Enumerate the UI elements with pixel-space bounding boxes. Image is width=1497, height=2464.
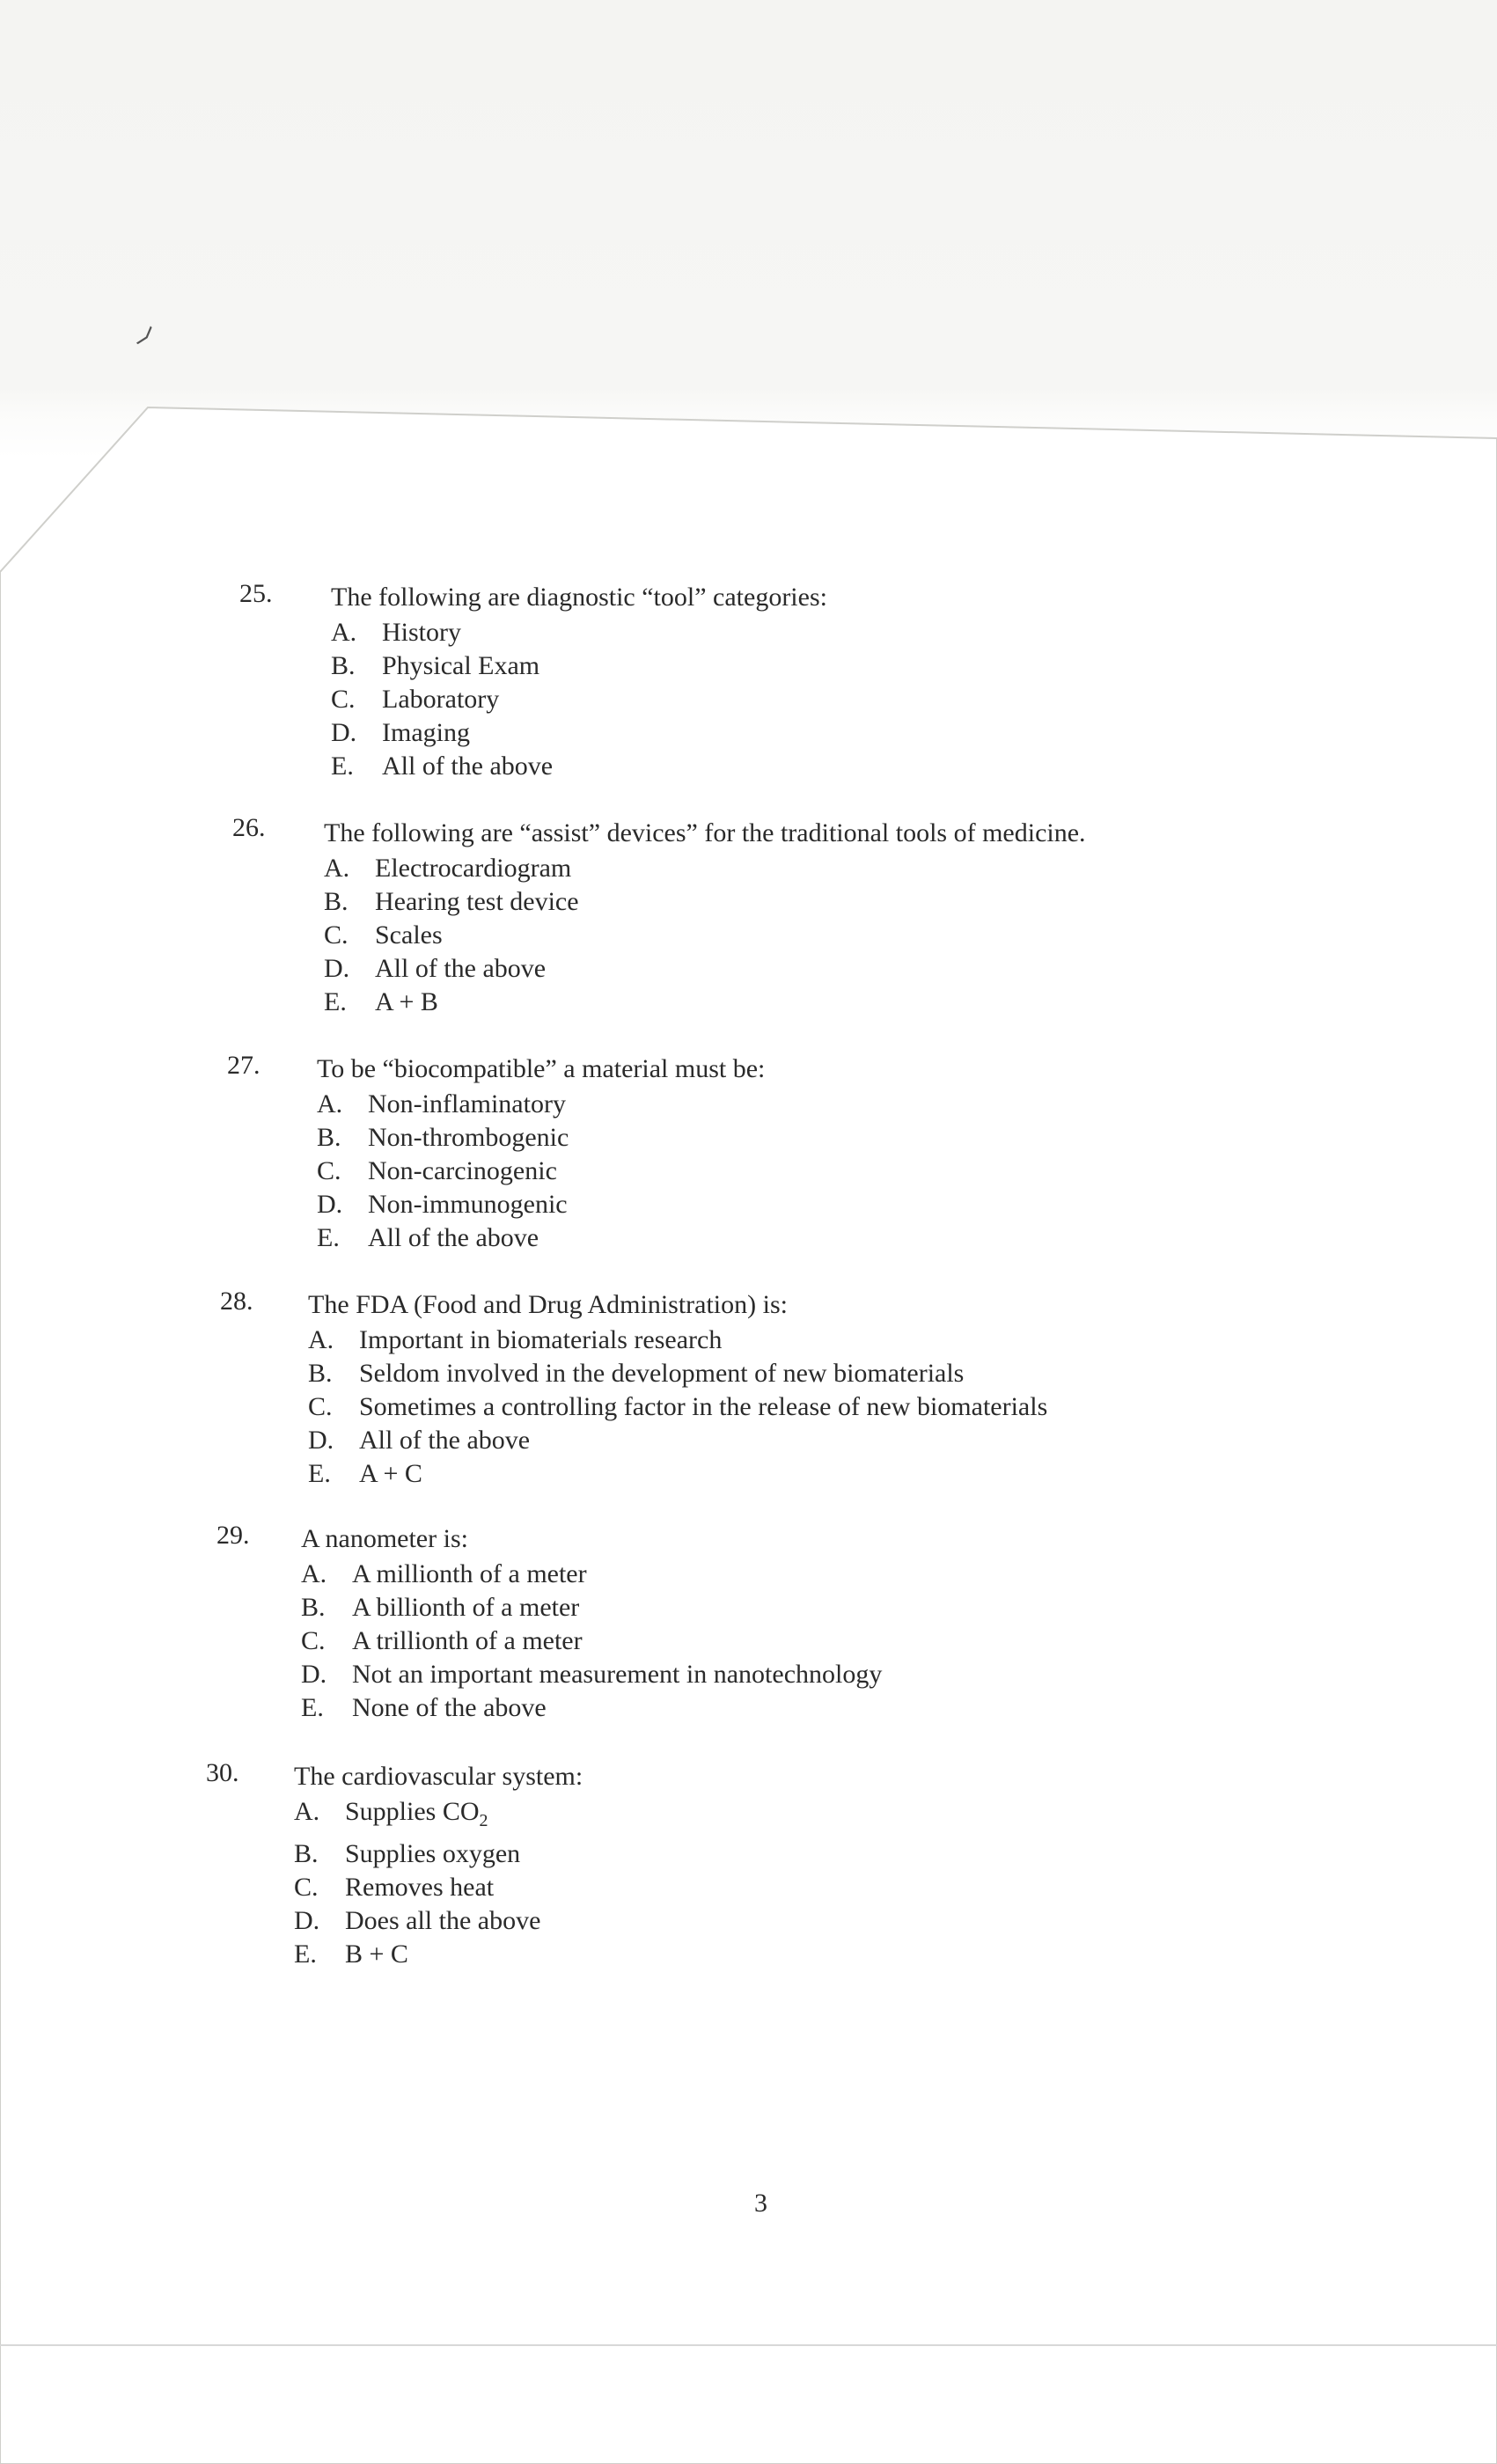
option-subscript: 2: [479, 1811, 488, 1830]
option-a: [308, 1324, 1047, 1357]
scan-bottom-edge: [0, 2344, 1497, 2346]
option-letter: C.: [324, 920, 349, 950]
option-letter: A.: [324, 854, 350, 883]
option-text: Scales: [375, 920, 443, 950]
option-a: [324, 852, 579, 885]
question-text: The following are diagnostic “tool” categories:: [331, 583, 827, 612]
question-text: To be “biocompatible” a material must be:: [317, 1054, 766, 1083]
option-text: B + C: [345, 1940, 408, 1969]
option-letter: D.: [301, 1660, 327, 1689]
option-c: [294, 1871, 540, 1904]
option-e: [331, 750, 553, 783]
option-d: [301, 1658, 882, 1691]
option-letter: A.: [331, 618, 357, 647]
option-text: Important in biomaterials research: [359, 1325, 723, 1354]
question-number: 27.: [227, 1051, 261, 1080]
option-letter: B.: [331, 651, 356, 680]
option-text: Supplies oxygen: [345, 1839, 521, 1868]
option-letter: C.: [301, 1626, 326, 1655]
option-letter: A.: [317, 1089, 343, 1118]
option-a: [301, 1558, 882, 1591]
option-letter: D.: [331, 718, 357, 747]
option-e: [317, 1221, 569, 1255]
option-text: Sometimes a controlling factor in the release of new biomaterials: [359, 1392, 1048, 1421]
option-e: [308, 1457, 1047, 1491]
option-letter: D.: [324, 954, 350, 983]
option-d: [317, 1188, 569, 1221]
option-letter: D.: [294, 1906, 320, 1935]
option-b: [331, 649, 553, 683]
question-29: [216, 1519, 1273, 1730]
question-number: 26.: [232, 813, 266, 842]
option-text: A + B: [375, 987, 438, 1016]
option-letter: E.: [324, 987, 347, 1016]
option-text: A billionth of a meter: [352, 1593, 580, 1622]
option-text: Supplies CO: [345, 1797, 480, 1826]
option-a: [317, 1088, 569, 1121]
answer-options: [294, 1795, 540, 1971]
question-25: [239, 577, 1295, 788]
option-text: Physical Exam: [382, 651, 540, 680]
option-text: Non-carcinogenic: [368, 1156, 557, 1185]
option-e: [324, 986, 579, 1019]
option-d: [294, 1904, 540, 1938]
option-letter: E.: [317, 1223, 340, 1252]
option-letter: C.: [308, 1392, 333, 1421]
option-d: [324, 952, 579, 986]
option-text: All of the above: [375, 954, 547, 983]
option-a: [331, 616, 553, 649]
question-30: [206, 1756, 1262, 1985]
option-letter: E.: [294, 1940, 317, 1969]
option-text: Laboratory: [382, 685, 500, 714]
answer-options: [324, 852, 579, 1019]
option-text: Non-thrombogenic: [368, 1123, 569, 1152]
option-text: Not an important measurement in nanotechnology: [352, 1660, 883, 1689]
option-b: [317, 1121, 569, 1155]
option-letter: D.: [308, 1426, 334, 1455]
option-c: [324, 919, 579, 952]
option-letter: E.: [301, 1693, 324, 1722]
question-number: 25.: [239, 579, 273, 608]
option-e: [301, 1691, 882, 1725]
question-text: The FDA (Food and Drug Administration) is:: [308, 1290, 788, 1319]
option-text: A trillionth of a meter: [352, 1626, 583, 1655]
option-d: [308, 1424, 1047, 1457]
option-text: Electrocardiogram: [375, 854, 572, 883]
option-letter: B.: [301, 1593, 326, 1622]
option-c: [317, 1155, 569, 1188]
answer-options: [317, 1088, 569, 1255]
option-letter: A.: [301, 1559, 327, 1588]
option-letter: E.: [308, 1459, 331, 1488]
option-c: [331, 683, 553, 716]
option-letter: E.: [331, 752, 354, 781]
option-e: [294, 1938, 540, 1971]
option-text: Imaging: [382, 718, 470, 747]
option-letter: B.: [324, 887, 349, 916]
option-text: A + C: [359, 1459, 422, 1488]
question-text: A nanometer is:: [301, 1524, 468, 1553]
option-letter: B.: [317, 1123, 341, 1152]
scan-mark: ⟩: [132, 322, 158, 350]
question-text: The following are “assist” devices” for the traditional tools of medicine.: [324, 818, 1086, 847]
option-letter: C.: [331, 685, 356, 714]
option-text: Non-immunogenic: [368, 1190, 568, 1219]
question-number: 29.: [216, 1521, 250, 1550]
option-a: [294, 1795, 540, 1837]
question-28: [220, 1285, 1364, 1496]
option-text: All of the above: [368, 1223, 539, 1252]
page-number: 3: [754, 2189, 767, 2218]
option-text: A millionth of a meter: [352, 1559, 587, 1588]
option-letter: B.: [308, 1359, 333, 1388]
option-text: None of the above: [352, 1693, 547, 1722]
option-text: All of the above: [359, 1426, 531, 1455]
option-letter: B.: [294, 1839, 319, 1868]
option-letter: C.: [294, 1873, 319, 1902]
question-27: [227, 1049, 1283, 1260]
answer-options: [331, 616, 553, 783]
option-text: All of the above: [382, 752, 554, 781]
option-letter: A.: [294, 1797, 320, 1826]
option-text: Does all the above: [345, 1906, 541, 1935]
option-b: [301, 1591, 882, 1624]
option-b: [294, 1837, 540, 1871]
question-text: The cardiovascular system:: [294, 1762, 583, 1791]
option-text: Hearing test device: [375, 887, 579, 916]
question-26: [232, 811, 1376, 1023]
option-letter: C.: [317, 1156, 341, 1185]
question-number: 30.: [206, 1758, 239, 1787]
option-d: [331, 716, 553, 750]
option-text: History: [382, 618, 461, 647]
answer-options: [308, 1324, 1047, 1491]
option-text: Seldom involved in the development of new biomaterials: [359, 1359, 965, 1388]
option-c: [301, 1624, 882, 1658]
answer-options: [301, 1558, 882, 1725]
option-b: [324, 885, 579, 919]
option-text: Non-inflaminatory: [368, 1089, 566, 1118]
option-letter: D.: [317, 1190, 343, 1219]
option-c: [308, 1390, 1047, 1424]
question-number: 28.: [220, 1287, 253, 1316]
option-letter: A.: [308, 1325, 334, 1354]
option-b: [308, 1357, 1047, 1390]
option-text: Removes heat: [345, 1873, 495, 1902]
